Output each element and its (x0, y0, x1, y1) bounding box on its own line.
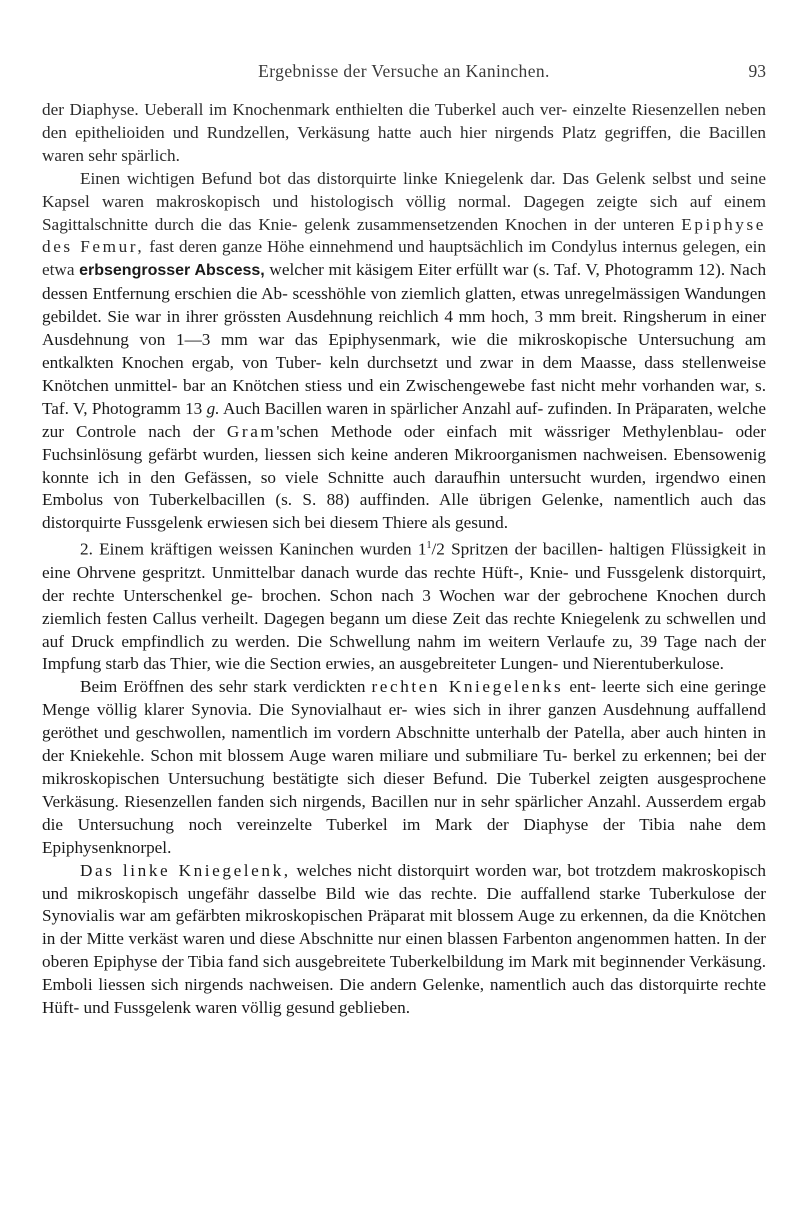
text-run: der Diaphyse. Ueberall im Knochenmark enthielten die Tuberkel auch ver- einzelte Riesenzellen neben den epithelioiden und Rundzellen, Verkäsung hatte auch hier nirgends Platz gegriffen, die Bacillen waren sehr spärlich. (42, 100, 766, 165)
text-run: 'schen Methode oder einfach mit wässriger Methylenblau- oder Fuchsinlösung gefärbt wurden, liessen sich keine anderen Mikroorganismen nachweisen. Ebensowenig konnte ich in den Gefässen, so viele Schnitte auch daraufhin untersucht wurden, irgendwo einen Embolus von Tuberkelbacillen (s. S. 88) auffinden. Alle übrigen Gelenke, namentlich auch das distorquirte Fussgelenk erwiesen sich bei diesem Thiere als gesund. (42, 421, 766, 533)
text-run: 2. Einem kräftigen weissen Kaninchen wurden 1 (80, 539, 427, 559)
body-text (42, 99, 766, 1020)
text-run: welches nicht distorquirt worden war, bot trotzdem makroskopisch und mikroskopisch ungefähr dasselbe Bild wie das rechte. Die auffallend starke Tuberkulose der Synovialis war am gefärbten mikroskopischen Präparat mit blossem Auge zu erkennen, da die Knötchen in der Mitte verkäst waren und diese Abschnitte nur einen blassen Farbenton angenommen hatten. In der oberen Epiphyse der Tibia fand sich ausgebreitete Tuberkelbildung im Mark mit beginnender Verkäsung. Emboli liessen sich nirgends nachweisen. Die andern Gelenke, namentlich auch das distorquirte rechte Hüft- und Fussgelenk waren völlig gesund geblieben. (42, 860, 767, 1018)
emphasis-italic: g. (206, 398, 220, 418)
emphasis-spaced: Gram (226, 421, 277, 441)
text-run: Beim Eröffnen des sehr stark verdickten (80, 677, 366, 697)
paragraph-left-knee (42, 860, 766, 1020)
emphasis-bold: erbsengrosser Abscess, (79, 262, 265, 280)
text-run: ent- leerte sich eine geringe Menge völlig klarer Synovia. Die Synovialhaut er- wies sich in ihrer ganzen Ausdehnung auffallend geröthet und geschwollen, namentlich im vordern Abschnitte unterhalb der Patella, aber auch hinten in der Kniekehle. Schon mit blossem Auge waren miliare und submiliare Tu- berkel zu erkennen; bei der mikroskopischen Untersuchung bestätigte sich dieser Befund. Die Tuberkel zeigten ausgesprochene Verkäsung. Riesenzellen fanden sich nirgends, Bacillen nur in sehr spärlicher Anzahl. Ausserdem ergab die Untersuchung noch vereinzelte Tuberkel im Mark der Diaphyse der Tibia nahe dem Epiphysenknorpel. (42, 677, 767, 857)
text-run: welcher mit käsigem Eiter erfüllt war (s. Taf. V, Photogramm 12). Nach dessen Entfernung erschien die Ab- scesshöhle von ziemlich glatten, etwas unregelmässigen Wandungen gebildet. Sie war in ihrer grössten Ausdehnung reichlich 4 mm hoch, 3 mm breit. Ringsherum in einer Ausdehnung von 1—3 mm war das Epiphysenmark, wie die mikroskopische Untersuchung am entkalkten Knochen ergab, von Tuber- keln durchsetzt und zwar in dem Maasse, dass stellenweise Knötchen unmittel- bar an Knötchen stiess und ein Zwischengewebe fast nicht mehr vorhanden war, s. Taf. V, Photogramm 13 (42, 260, 767, 418)
running-head: Ergebnisse der Versuche an Kaninchen. (258, 61, 550, 81)
text-run: Spritzen der bacillen- haltigen Flüssigkeit in eine Ohrvene gespritzt. Unmittelbar danach wurde das rechte Hüft-, Knie- und Fussgelenk distorquirt, der rechte Unterschenkel ge- brochen. Schon nach 3 Wochen war der gebrochene Knochen durch ziemlich festen Callus verheilt. Dagegen begann um diese Zeit das rechte Kniegelenk zu schwellen und auf Druck empfindlich zu werden. Die Schwellung nahm im weitern Verlaufe zu, 39 Tage nach der Impfung starb das Thier, wie die Section erwies, an ausgebreiteter Lungen- und Nierentuberkulose. (42, 539, 767, 674)
paragraph-experiment-2 (42, 535, 766, 676)
paragraph-right-knee (42, 676, 766, 859)
paragraph-continuation (42, 99, 766, 168)
text-run: Einen wichtigen Befund bot das distorquirte linke Kniegelenk dar. Das Gelenk selbst und seine Kapsel waren makroskopisch und histologisch völlig normal. Dagegen zeigte sich auf einem Sagittalschnitte durch die das Knie- gelenk zusammensetzenden Knochen in der unteren (42, 168, 766, 234)
paragraph-knee-joint-finding (42, 168, 766, 536)
fraction-denominator: /2 (431, 539, 445, 559)
emphasis-spaced: Das linke Kniegelenk, (80, 860, 291, 880)
emphasis-spaced: rechten Kniegelenks (371, 677, 564, 697)
page-header (42, 61, 766, 85)
text-run: fast deren ganze Höhe einnehmend und hauptsächlich im Condylus internus gelegen, ein etwa (42, 237, 766, 280)
fraction-numerator: 1 (426, 540, 432, 552)
emphasis-spaced: Epiphyse des Femur, (42, 214, 766, 257)
text-run: Auch Bacillen waren in spärlicher Anzahl auf- zufinden. In Präparaten, welche zur Controle nach der (42, 398, 766, 441)
page-number: 93 (748, 61, 766, 81)
